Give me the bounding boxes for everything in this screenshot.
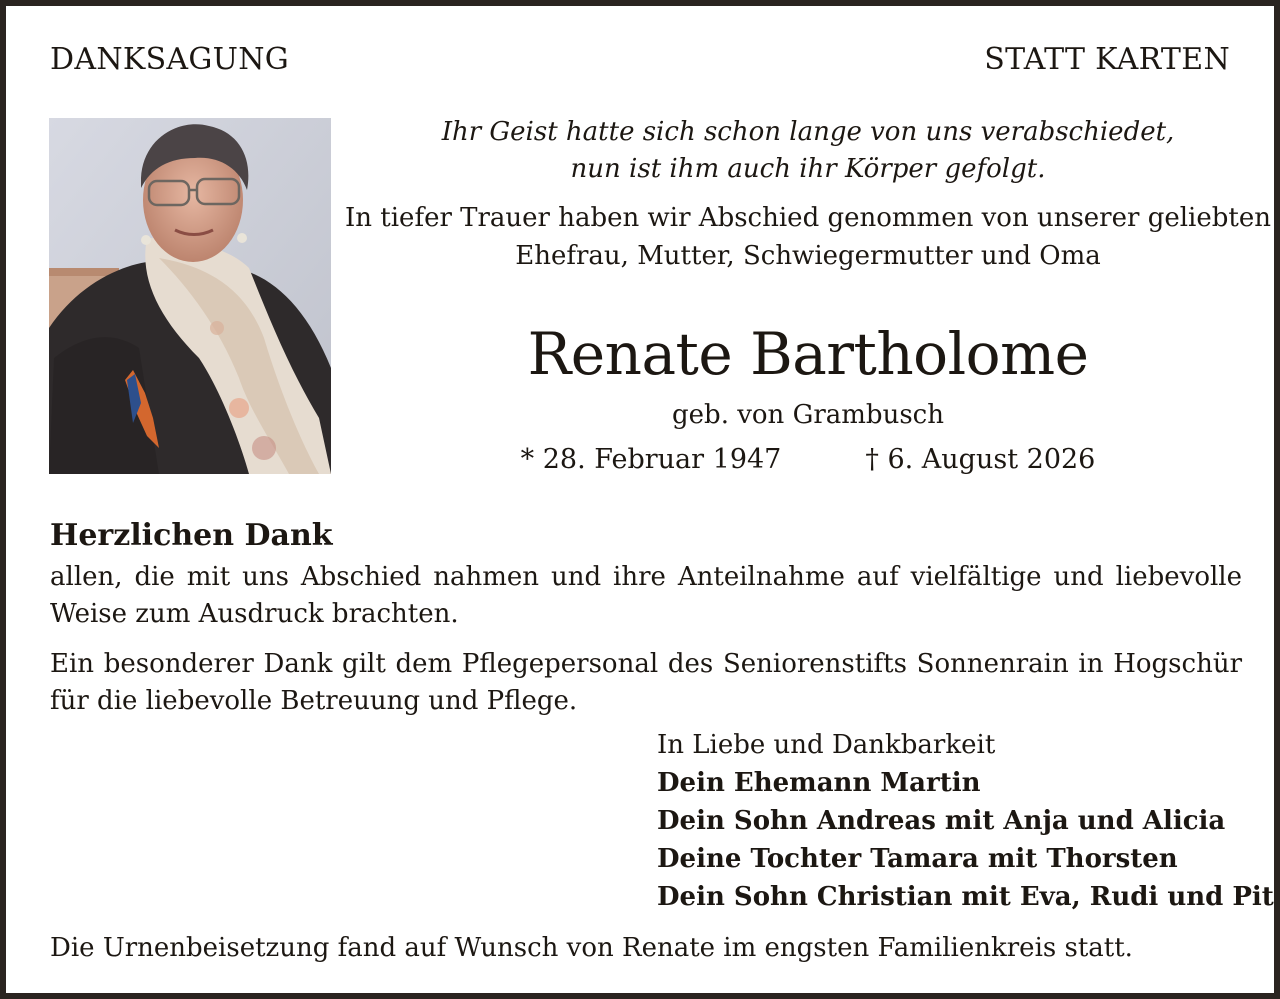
- death-date: † 6. August 2026: [865, 444, 1096, 475]
- intro-line-1: In tiefer Trauer haben wir Abschied genommen von unserer geliebten: [345, 203, 1271, 233]
- header-statt-karten: STATT KARTEN: [984, 42, 1230, 77]
- footer-note: Die Urnenbeisetzung fand auf Wunsch von Renate im engsten Familienkreis statt.: [50, 933, 1133, 963]
- portrait-photo: [49, 118, 331, 474]
- signoff-block: [657, 726, 1274, 916]
- header-danksagung: DANKSAGUNG: [50, 42, 290, 77]
- birth-date: * 28. Februar 1947: [520, 444, 782, 475]
- thanks-heading: Herzlichen Dank: [50, 518, 333, 553]
- quote-line-1: Ihr Geist hatte sich schon lange von uns verabschiedet,: [441, 117, 1175, 147]
- life-dates: [330, 444, 1280, 475]
- quote-line-2: nun ist ihm auch ihr Körper gefolgt.: [570, 154, 1046, 184]
- family-line: Dein Sohn Andreas mit Anja und Alicia: [657, 806, 1226, 836]
- intro-text: [330, 199, 1280, 275]
- quote: [330, 114, 1280, 188]
- birth-name: geb. von Grambusch: [672, 400, 944, 430]
- family-line: Dein Sohn Christian mit Eva, Rudi und Pit: [657, 882, 1274, 912]
- family-line: Deine Tochter Tamara mit Thorsten: [657, 844, 1178, 874]
- thanks-paragraph-2: Ein besonderer Dank gilt dem Pflegepersonal des Seniorenstifts Sonnenrain in Hogschür für die liebevolle Betreuung und Pflege.: [50, 649, 1242, 716]
- family-line: Dein Ehemann Martin: [657, 768, 981, 798]
- thanks-paragraph-1: allen, die mit uns Abschied nahmen und ihre Anteilnahme auf vielfältige und liebevolle Weise zum Ausdruck brachten.: [50, 562, 1242, 629]
- signoff-intro: In Liebe und Dankbarkeit: [657, 730, 996, 760]
- deceased-name: Renate Bartholome: [527, 320, 1089, 388]
- intro-line-2: Ehefrau, Mutter, Schwiegermutter und Oma: [515, 241, 1101, 271]
